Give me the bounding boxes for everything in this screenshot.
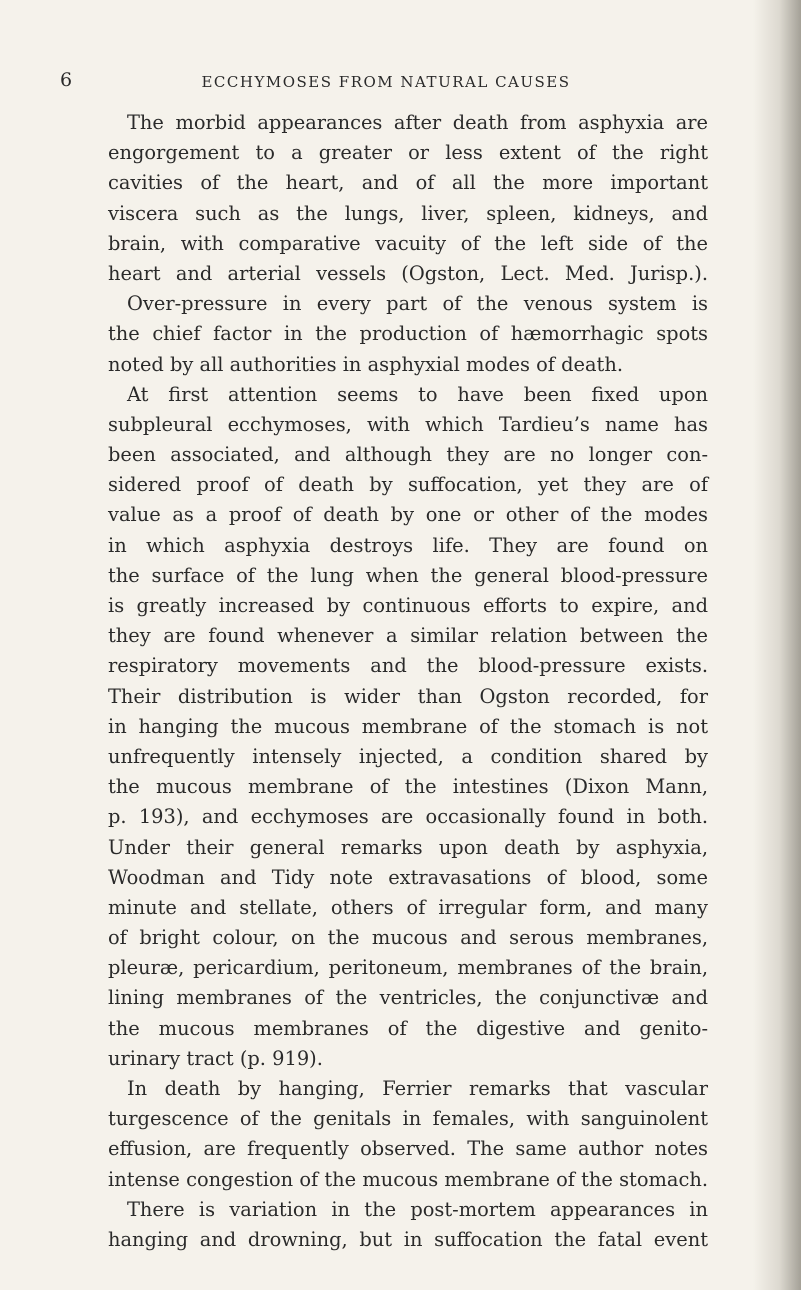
text-line: cavities of the heart, and of all the more important [108,171,708,195]
text-line: the surface of the lung when the general blood-pressure [108,563,708,587]
text-line: hanging and drowning, but in suffocation the fatal event [108,1227,708,1251]
text-line: is greatly increased by continuous efforts to expire, and [108,594,708,617]
text-line: p. 193), and ecchymoses are occasionally found in both. [108,805,708,829]
text-line: viscera such as the lungs, liver, spleen, kidneys, and [108,201,708,225]
text-line: of bright colour, on the mucous and serous membranes, [108,926,708,950]
text-line: The morbid appearances after death from asphyxia are [127,111,708,134]
text-line: respiratory movements and the blood-pressure exists. [108,654,708,678]
text-line: Under their general remarks upon death by asphyxia, [108,835,708,859]
text-line: At first attention seems to have been fixed upon [127,382,708,406]
text-line: intense congestion of the mucous membrane of the stomach. [108,1167,708,1191]
page-header [60,66,700,94]
text-line: Woodman and Tidy note extravasations of blood, some [108,865,708,889]
text-line: sidered proof of death by suffocation, yet they are of [108,473,708,497]
text-line: in which asphyxia destroys life. They are found on [108,533,708,557]
text-line: noted by all authorities in asphyxial modes of death. [108,352,623,376]
text-line: been associated, and although they are no longer con- [108,443,708,467]
text-line: brain, with comparative vacuity of the left side of the [108,231,708,255]
text-line: heart and arterial vessels (Ogston, Lect. Med. Jurisp.). [108,261,708,285]
text-line: urinary tract (p. 919). [108,1046,323,1070]
text-line: pleuræ, pericardium, peritoneum, membranes of the brain, [108,956,708,980]
text-line: they are found whenever a similar relation between the [108,624,708,648]
text-line: unfrequently intensely injected, a condition shared by [108,744,708,768]
text-line: the mucous membranes of the digestive and genito- [108,1016,708,1040]
text-line: subpleural ecchymoses, with which Tardieu’s name has [108,412,708,436]
text-line: There is variation in the post-mortem appearances in [127,1197,708,1221]
text-line: in hanging the mucous membrane of the stomach is not [108,714,708,738]
body-text [108,108,708,1255]
running-head: ECCHYMOSES FROM NATURAL CAUSES [201,73,571,91]
text-line: minute and stellate, others of irregular form, and many [108,895,708,919]
text-line: engorgement to a greater or less extent of the right [108,141,708,165]
text-line: value as a proof of death by one or other of the modes [108,503,708,527]
text-line: Their distribution is wider than Ogston recorded, for [108,684,708,708]
text-line: turgescence of the genitals in females, with sanguinolent [108,1107,708,1131]
text-line: the mucous membrane of the intestines (Dixon Mann, [108,775,708,799]
text-line: In death by hanging, Ferrier remarks that vascular [127,1077,708,1100]
text-line: lining membranes of the ventricles, the conjunctivæ and [108,986,708,1010]
text-line: the chief factor in the production of hæmorrhagic spots [108,322,708,346]
text-line: Over-pressure in every part of the venous system is [127,292,708,316]
page-number: 6 [60,69,73,91]
page-edge-shadow [753,0,801,1290]
text-line: effusion, are frequently observed. The same author notes [108,1137,708,1161]
